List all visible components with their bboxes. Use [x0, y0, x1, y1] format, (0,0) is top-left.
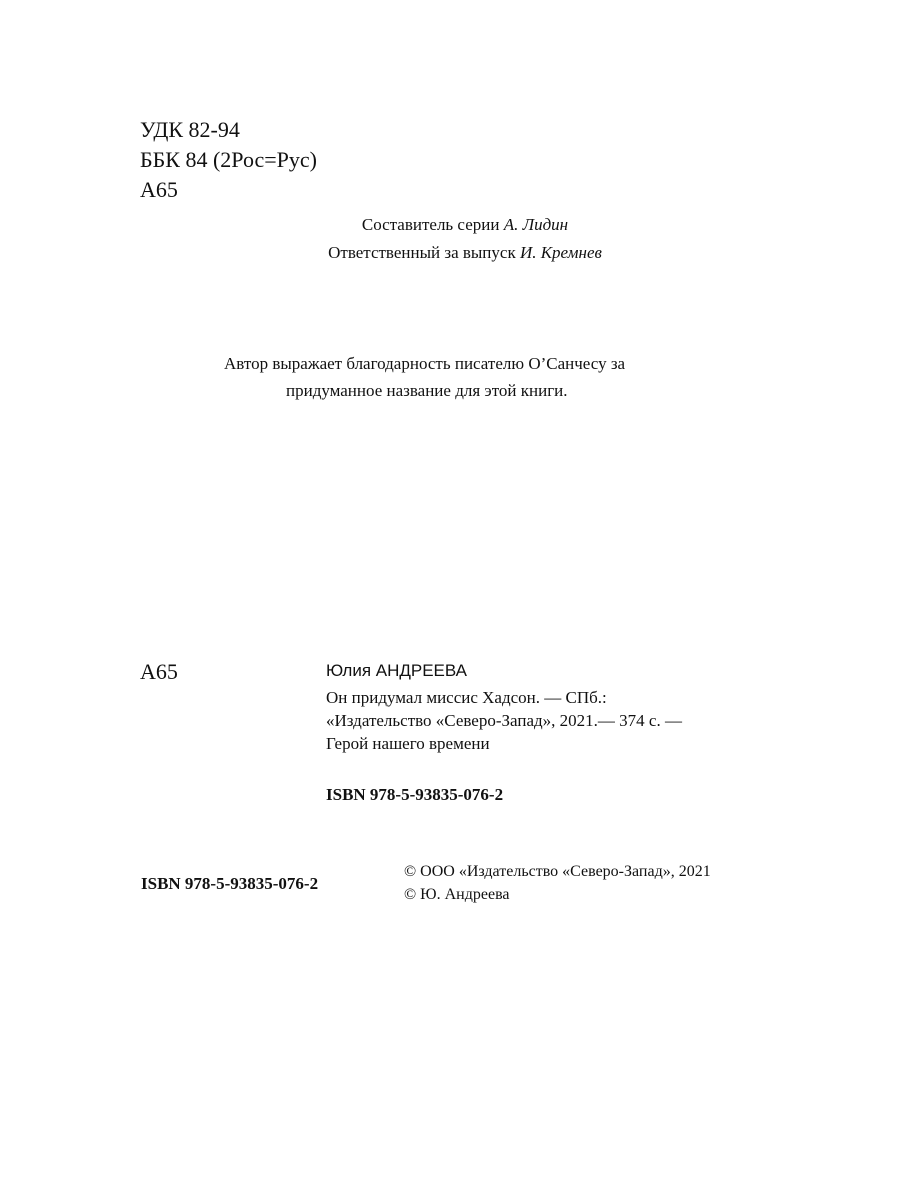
series-compiler-line [200, 211, 730, 239]
classification-block [140, 115, 317, 205]
footer-copyright-publisher: © ООО «Издательство «Северо-Запад», 2021 [404, 863, 711, 880]
card-isbn: ISBN 978-5-93835-076-2 [326, 785, 504, 804]
bbk-code: ББК 84 (2Рос=Рус) [140, 147, 317, 172]
card-line-1: Он придумал миссис Хадсон. — СПб.: [326, 688, 607, 707]
udk-code: УДК 82-94 [140, 117, 240, 142]
series-compiler-name: А. Лидин [503, 215, 569, 234]
acknowledgement-line-2: придуманное название для этой книги. [286, 381, 568, 400]
acknowledgement-line-1: Автор выражает благодарность писателю О’Санчесу за [224, 354, 626, 373]
card-line-2: «Издательство «Северо-Запад», 2021.— 374 с. — [326, 711, 682, 730]
card-author: Юлия АНДРЕЕВА [326, 661, 468, 680]
footer-copyright-author: © Ю. Андреева [404, 886, 510, 903]
credits-block [200, 211, 730, 267]
series-compiler-label: Составитель серии [361, 215, 500, 234]
author-code: А65 [140, 177, 178, 202]
release-responsible-line [200, 239, 730, 267]
card-author-code: А65 [140, 659, 178, 684]
card-line-3: Герой нашего времени [326, 734, 490, 753]
footer-isbn: ISBN 978-5-93835-076-2 [141, 874, 319, 893]
release-responsible-name: И. Кремнев [519, 243, 602, 262]
release-responsible-label: Ответственный за выпуск [328, 243, 516, 262]
